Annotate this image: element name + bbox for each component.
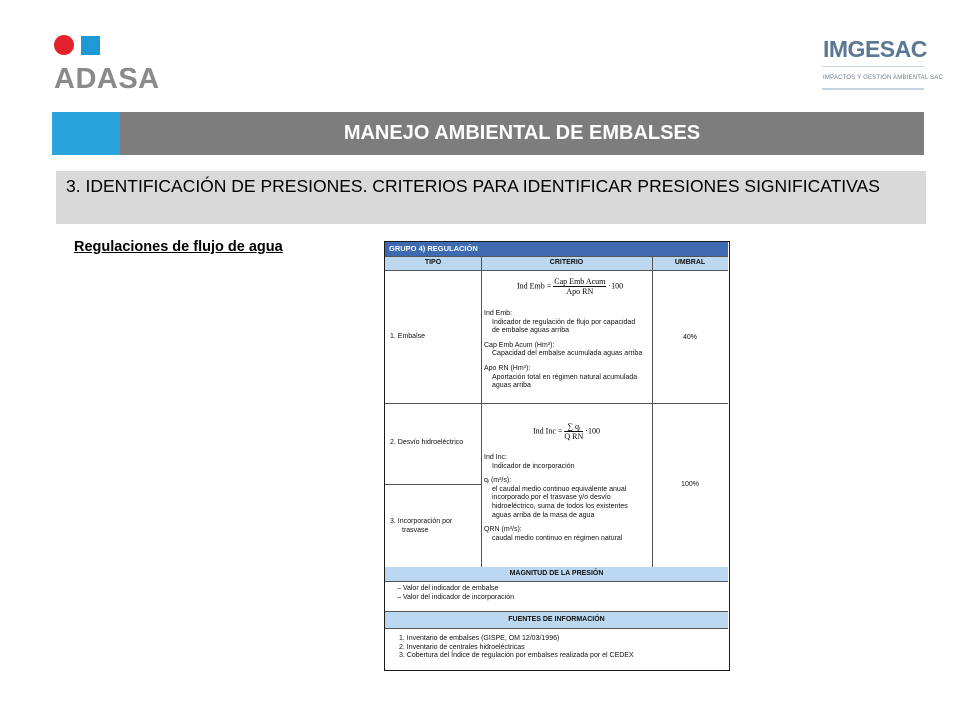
column-header-criterio: CRITERIO <box>549 259 584 266</box>
criterio-line: Indicador de regulación de flujo por capacidad <box>492 318 636 326</box>
formula-fraction <box>553 277 606 296</box>
umbral-incorporacion: 100% <box>681 481 699 488</box>
regulation-criteria-table <box>384 241 730 671</box>
formula-rhs: ·100 <box>585 426 600 436</box>
magnitud-list <box>397 585 514 602</box>
adasa-logo <box>54 34 174 94</box>
list-item: 2. Inventario de centrales hidroeléctricas <box>399 643 525 651</box>
fuentes-title: FUENTES DE INFORMACIÓN <box>385 612 728 628</box>
criterio-line: caudal medio continuo en régimen natural <box>492 534 623 542</box>
fuentes-list <box>399 635 634 661</box>
criterio-line: Indicador de incorporación <box>492 462 575 470</box>
logo-underline <box>822 88 924 90</box>
tipo-embalse: 1. Embalse <box>390 333 426 340</box>
formula-ind-inc <box>533 422 600 441</box>
subtitle: Regulaciones de flujo de agua <box>74 239 283 255</box>
column-header-umbral: UMBRAL <box>674 259 706 266</box>
adasa-logo-text: ADASA <box>54 63 160 95</box>
criterio-embalse <box>484 310 649 391</box>
criterio-line: Cap Emb Acum (Hm³): <box>484 341 555 349</box>
tipo-line: 3. Incorporación por <box>390 518 453 525</box>
criterio-line: Aportación total en régimen natural acumulada <box>492 373 638 381</box>
logo-red-dot-icon <box>54 35 74 55</box>
table-group-title: GRUPO 4) REGULACIÓN <box>385 242 728 256</box>
formula-fraction <box>564 422 583 441</box>
list-item: – Valor del indicador de embalse <box>397 585 499 592</box>
criterio-line: aguas arriba de la masa de agua <box>492 511 595 519</box>
logo-divider <box>822 66 924 67</box>
formula-rhs: ·100 <box>608 281 624 291</box>
list-item: 3. Cobertura del Índice de regulación por embalses realizada por el CEDEX <box>399 652 634 660</box>
section-title: 3. IDENTIFICACIÓN DE PRESIONES. CRITERIOS PARA IDENTIFICAR PRESIONES SIGNIFICATIVAS <box>66 176 880 196</box>
criterio-line: Capacidad del embalse acumulada aguas arriba <box>492 350 643 358</box>
section-header <box>56 171 926 224</box>
tipo-desvio: 2. Desvío hidroeléctrico <box>390 439 464 446</box>
criterio-line: qᵢ (m³/s): <box>484 477 512 485</box>
criterio-line: Ind Emb: <box>484 310 513 317</box>
title-bar-accent <box>52 112 120 155</box>
formula-lhs: Ind Emb = <box>517 281 552 291</box>
list-item: – Valor del indicador de incorporación <box>397 593 514 601</box>
logo-blue-square-icon <box>81 36 100 55</box>
umbral-embalse: 40% <box>682 334 697 341</box>
magnitud-title: MAGNITUD DE LA PRESIÓN <box>385 567 728 581</box>
criterio-line: hidroeléctrico, suma de todos los existentes <box>492 502 628 510</box>
formula-lhs: Ind Inc = <box>533 426 563 436</box>
tipo-incorporacion <box>390 518 452 535</box>
formula-denominator: Apo RN <box>566 287 594 296</box>
criterio-line: el caudal medio continuo equivalente anual <box>492 485 627 493</box>
formula-denominator: Q RN <box>564 432 584 441</box>
imgesac-logo <box>820 36 943 94</box>
list-item: 1. Inventario de embalses (GISPE, OM 12/03/1996) <box>399 635 560 642</box>
criterio-line: QRN (m³/s): <box>484 526 522 534</box>
tipo-line: trasvase <box>402 526 429 534</box>
criterio-line: Apo RN (Hm³): <box>484 364 531 372</box>
imgesac-logo-text: IMGESAC <box>823 36 927 62</box>
formula-ind-emb <box>517 277 623 296</box>
criterio-line: Ind Inc: <box>484 454 507 461</box>
formula-numerator: ∑ qᵢ <box>564 422 583 432</box>
column-header-tipo: TIPO <box>424 259 442 266</box>
criterio-line: de embalse aguas arriba <box>492 327 570 335</box>
formula-numerator: Cap Emb Acum <box>554 277 606 286</box>
criterio-line: aguas arriba <box>492 382 531 390</box>
imgesac-tagline: IMPACTOS Y GESTIÓN AMBIENTAL SAC <box>823 75 943 81</box>
criterio-incorporacion <box>484 454 649 543</box>
page-title: MANEJO AMBIENTAL DE EMBALSES <box>343 122 701 144</box>
criterio-line: incorporado por el trasvase y/o desvío <box>492 494 611 502</box>
